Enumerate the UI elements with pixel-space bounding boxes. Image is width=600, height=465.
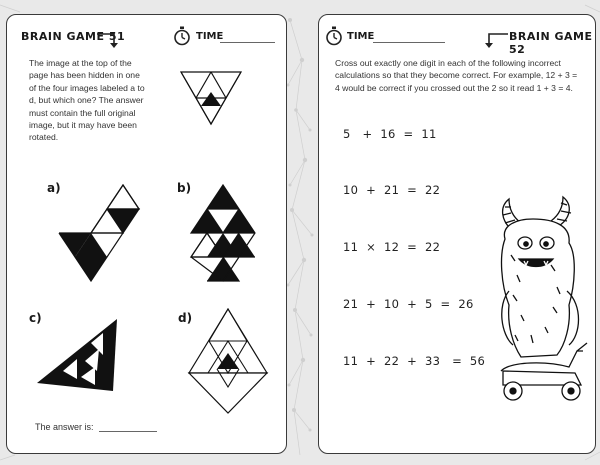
option-c-figure (33, 315, 129, 395)
equation-2[interactable]: 10 + 21 = 22 (343, 183, 441, 197)
equation-4[interactable]: 21 + 10 + 5 = 26 (343, 297, 474, 311)
monster-on-scooter-illustration (491, 195, 595, 405)
option-d-figure (187, 307, 269, 417)
target-figure (179, 66, 243, 140)
left-time-line (220, 42, 275, 43)
right-page (318, 14, 596, 454)
option-c-label: c) (29, 311, 42, 325)
answer-line[interactable] (99, 431, 157, 432)
equation-3[interactable]: 11 × 12 = 22 (343, 240, 441, 254)
left-game-title: BRAIN GAME 51 (21, 30, 126, 43)
stopwatch-icon (325, 26, 343, 46)
right-instructions: Cross out exactly one digit in each of the following incorrect calculations so that they become correct. For example, 12 + 3 = 4 would be correct if you crossed out the 2 so it read 1 + 3 = 4. (335, 58, 578, 93)
option-b-figure (187, 183, 267, 287)
right-game-title: BRAIN GAME 52 (509, 30, 593, 56)
left-time-label: TIME (196, 31, 224, 42)
option-d-label: d) (178, 311, 193, 325)
arrow-down-icon (483, 31, 509, 49)
arrow-down-icon (96, 31, 120, 49)
stopwatch-icon (173, 26, 191, 46)
option-a-figure (47, 183, 147, 283)
equation-5[interactable]: 11 + 22 + 33 = 56 (343, 354, 486, 368)
answer-label: The answer is: (35, 422, 94, 432)
option-b-label: b) (177, 181, 192, 195)
left-page (6, 14, 287, 454)
option-a-label: a) (47, 181, 61, 195)
equation-1[interactable]: 5 + 16 = 11 (343, 127, 437, 141)
left-instructions: The image at the top of the page has been hidden in one of the four images labeled a to d, but which one? The answer must contain the full original image, but it may have been rotated. (29, 58, 145, 143)
right-time-label: TIME (347, 31, 375, 42)
right-time-line (373, 42, 445, 43)
